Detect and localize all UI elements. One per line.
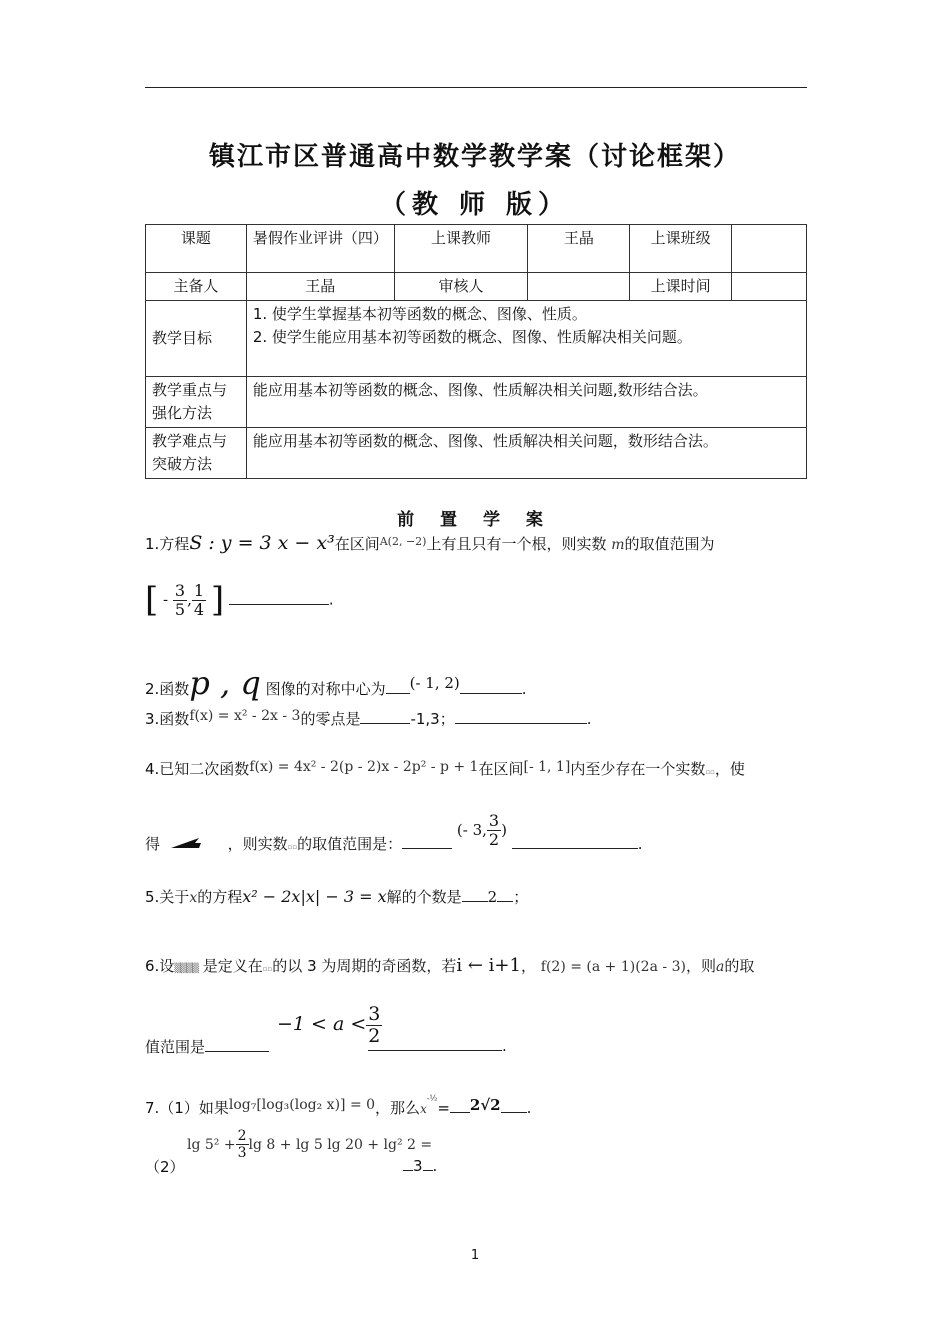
- q1-post2: 的取值范围为: [624, 535, 715, 553]
- q3-end: .: [586, 710, 592, 728]
- q2-blank-right: [460, 679, 522, 694]
- cell-reviewer-label: 审核人: [394, 273, 528, 301]
- q6-ans-den: 2: [368, 1025, 381, 1047]
- q4-ans-close: ): [501, 821, 507, 839]
- q5-blank-left: [462, 887, 488, 902]
- q6-ans-num: 3: [368, 1003, 381, 1025]
- q7-part2-eq-b: lg 8 + lg 5 lg 20 + lg² 2 =: [248, 1137, 433, 1153]
- q4-line2-prefix: 得: [145, 835, 161, 853]
- q4-mid: 在区间: [478, 760, 524, 778]
- q5-equation: x² − 2x|x| − 3 = x: [242, 887, 387, 906]
- q6-then: ，则: [685, 957, 716, 975]
- q7-exponent: -½: [426, 1094, 438, 1103]
- q3-function: f(x) = x² - 2x - 3: [189, 708, 301, 724]
- cell-topic-value: 暑假作业评讲（四）: [246, 225, 394, 273]
- q7-part2-den: 3: [237, 1145, 247, 1161]
- question-4: [145, 758, 745, 779]
- question-7-part2: [187, 1128, 432, 1161]
- q6-mid: 是定义在: [202, 957, 263, 975]
- arrow-glyph-icon: [169, 835, 203, 851]
- q4-answer: [457, 812, 507, 849]
- q7-part2-eq-a: lg 5² +: [187, 1137, 236, 1153]
- q1-interval: A(2, −2): [379, 535, 427, 548]
- q2-post: 图像的对称中心为: [265, 680, 386, 698]
- q7-part2-answer: 3: [413, 1157, 423, 1175]
- goal-item-2: 2. 使学生能应用基本初等函数的概念、图像、性质解决相关问题。: [252, 328, 692, 346]
- q4-ans-frac: [487, 812, 501, 849]
- question-2: [145, 664, 527, 702]
- q1-ans-frac-1: [173, 582, 187, 619]
- q6-blank-right: [368, 1036, 502, 1051]
- q4-ans-pre: (- 3,: [456, 821, 487, 839]
- q7-part2-num: 2: [237, 1128, 247, 1144]
- q5-mid: 的方程: [197, 888, 243, 906]
- q5-blank-right: [497, 887, 513, 902]
- q6-prefix: 6.设: [145, 957, 175, 975]
- question-4-line2: [145, 811, 643, 863]
- q1-ans-num-2: 1: [193, 580, 205, 600]
- q7-equation: log₇[log₃(log₂ x)] = 0: [228, 1097, 376, 1113]
- goal-item-1: 1. 使学生掌握基本初等函数的概念、图像、性质。: [252, 305, 587, 323]
- q4-ans-num: 3: [488, 811, 500, 830]
- cell-topic-label: 课题: [146, 225, 247, 273]
- q6-end: .: [502, 1037, 507, 1055]
- q4-ans-den: 2: [488, 830, 500, 849]
- q3-prefix: 3.函数: [145, 710, 190, 728]
- q6-a: a: [715, 959, 725, 975]
- table-row: [146, 377, 807, 428]
- q5-post: 解的个数是: [386, 888, 462, 906]
- q4-tail: ，使: [714, 760, 745, 778]
- q5-x: x: [189, 890, 198, 906]
- q7-part2-frac: [236, 1128, 249, 1161]
- q1-ans-den-1: 5: [174, 599, 186, 619]
- table-row: [146, 273, 807, 301]
- cell-class-label: 上课班级: [630, 225, 732, 273]
- q7-end: .: [526, 1099, 532, 1117]
- q6-answer: [277, 1004, 382, 1047]
- q2-prefix: 2.函数: [145, 680, 190, 698]
- keypoint-label-line1: 教学重点与: [152, 381, 228, 399]
- difficulty-label-line1: 教学难点与: [152, 432, 228, 450]
- question-1: [145, 532, 715, 554]
- q4-line2-post: 的取值范围是：: [297, 835, 403, 853]
- question-1-answer: [ - $\frac{3}{5}$ , $\frac{1}{4}$ ] .: [145, 580, 334, 620]
- q4-interval: [- 1, 1]: [523, 759, 571, 775]
- q4-line2-mid: ，则实数: [227, 835, 288, 853]
- q4-end: .: [637, 835, 643, 853]
- cell-teacher-value: 王晶: [528, 225, 630, 273]
- q1-end: .: [328, 590, 334, 609]
- q7-mid: ，那么: [375, 1099, 421, 1117]
- difficulty-label-line2: 突破方法: [152, 455, 213, 473]
- q1-ans-den-2: 4: [193, 599, 205, 619]
- keypoint-label-line2: 强化方法: [152, 404, 213, 422]
- q1-post: 上有且只有一个根，则实数: [426, 535, 607, 553]
- q1-ans-num-1: 3: [174, 580, 186, 600]
- q7-blank-left: [450, 1098, 470, 1113]
- q2-end: .: [521, 680, 527, 698]
- table-row: [146, 225, 807, 273]
- cell-difficulty-text: 能应用基本初等函数的概念、图像、性质解决相关问题，数形结合法。: [246, 428, 806, 479]
- q1-prefix: 1.方程: [145, 535, 190, 553]
- q6-sep: ，: [520, 957, 536, 975]
- question-7-part2-answer: [403, 1156, 437, 1175]
- q5-answer: 2: [487, 888, 498, 906]
- cell-preparer-label: 主备人: [146, 273, 247, 301]
- cell-keypoint-text: 能应用基本初等函数的概念、图像、性质解决相关问题,数形结合法。: [246, 377, 806, 428]
- q3-blank-left: [360, 709, 410, 724]
- q1-ans-minus: -: [163, 590, 169, 609]
- q1-equation: S : y = 3 x − x³: [189, 532, 335, 554]
- q3-post: 的零点是: [300, 710, 361, 728]
- q5-end: ；: [513, 888, 529, 906]
- q1-variable: m: [611, 537, 625, 553]
- cell-reviewer-value: [528, 273, 630, 301]
- table-row: [146, 301, 807, 377]
- q4-placeholder-image-2: ▫▫: [287, 843, 298, 851]
- question-5: [145, 886, 528, 907]
- q6-tail: 的取: [724, 957, 755, 975]
- cell-goal-label: 教学目标: [146, 301, 247, 377]
- q3-blank-right: [455, 709, 587, 724]
- q6-blank-right-wrap: [368, 1036, 507, 1055]
- q4-prefix: 4.已知二次函数: [145, 760, 250, 778]
- q4-blank-right: [512, 834, 638, 849]
- q1-ans-bracket-left: [: [145, 580, 159, 620]
- q1-ans-bracket-right: ]: [210, 580, 225, 620]
- q7-part2-blank-left: [403, 1156, 413, 1171]
- cell-teacher-label: 上课教师: [394, 225, 528, 273]
- q7-part2-end: .: [432, 1157, 438, 1175]
- q4-blank-left: [402, 834, 452, 849]
- q6-ans-pre: −1 < a <: [277, 1013, 367, 1035]
- q7-blank-right: [501, 1098, 527, 1113]
- q7-eqsign: =: [437, 1099, 450, 1117]
- q4-post: 内至少存在一个实数: [570, 760, 706, 778]
- question-7: [145, 1094, 531, 1118]
- page-subtitle: （教 师 版）: [379, 190, 571, 220]
- page-title: 镇江市区普通高中数学教学案（讨论框架）: [208, 142, 741, 172]
- lesson-info-table: [145, 224, 807, 479]
- q5-prefix: 5.关于: [145, 888, 190, 906]
- q7-part2-label: （2）: [145, 1158, 185, 1176]
- cell-preparer-value: 王晶: [246, 273, 394, 301]
- cell-difficulty-label: [146, 428, 247, 479]
- q2-blank-left: [386, 679, 410, 694]
- question-6: [145, 955, 754, 976]
- cell-goal-text: [246, 301, 806, 377]
- q2-answer: (- 1, 2): [409, 674, 460, 692]
- cell-time-label: 上课时间: [630, 273, 732, 301]
- question-3: [145, 708, 592, 729]
- q7-prefix: 7.（1）如果: [145, 1099, 229, 1117]
- section-title: 前 置 学 案: [397, 510, 553, 530]
- table-row: [146, 428, 807, 479]
- q7-x: x: [420, 1102, 427, 1116]
- cell-keypoint-label: [146, 377, 247, 428]
- q6-condition: i ← i+1: [456, 955, 521, 976]
- q1-ans-frac-2: [192, 582, 206, 619]
- q6-post: 的以 3 为周期的奇函数，若: [272, 957, 457, 975]
- q6-blank-left: [205, 1037, 269, 1052]
- q3-answer: -1,3；: [410, 710, 455, 728]
- q6-line2-prefix: 值范围是: [145, 1038, 206, 1056]
- cell-class-value: [732, 225, 807, 273]
- q1-answer-blank: [229, 590, 329, 605]
- question-6-line2: [145, 1036, 269, 1057]
- q7-part2-blank-right: [423, 1156, 433, 1171]
- q1-mid: 在区间: [334, 535, 380, 553]
- page-number: 1: [470, 1248, 480, 1263]
- q4-placeholder-image: ▫▫: [705, 768, 715, 776]
- q6-f2: f(2) = (a + 1)(2a - 3): [540, 959, 686, 975]
- question-7-part2-label: [145, 1156, 185, 1177]
- cell-time-value: [732, 273, 807, 301]
- q7-answer: 2√2: [469, 1096, 501, 1114]
- header-rule: [145, 87, 807, 88]
- q2-pq: p , q: [189, 664, 261, 702]
- q4-function: f(x) = 4x² - 2(p - 2)x - 2p² - p + 1: [249, 759, 479, 775]
- q6-placeholder-image: ▒▒▒▒: [174, 964, 198, 974]
- q6-placeholder-image-2: ▫▫: [262, 965, 273, 973]
